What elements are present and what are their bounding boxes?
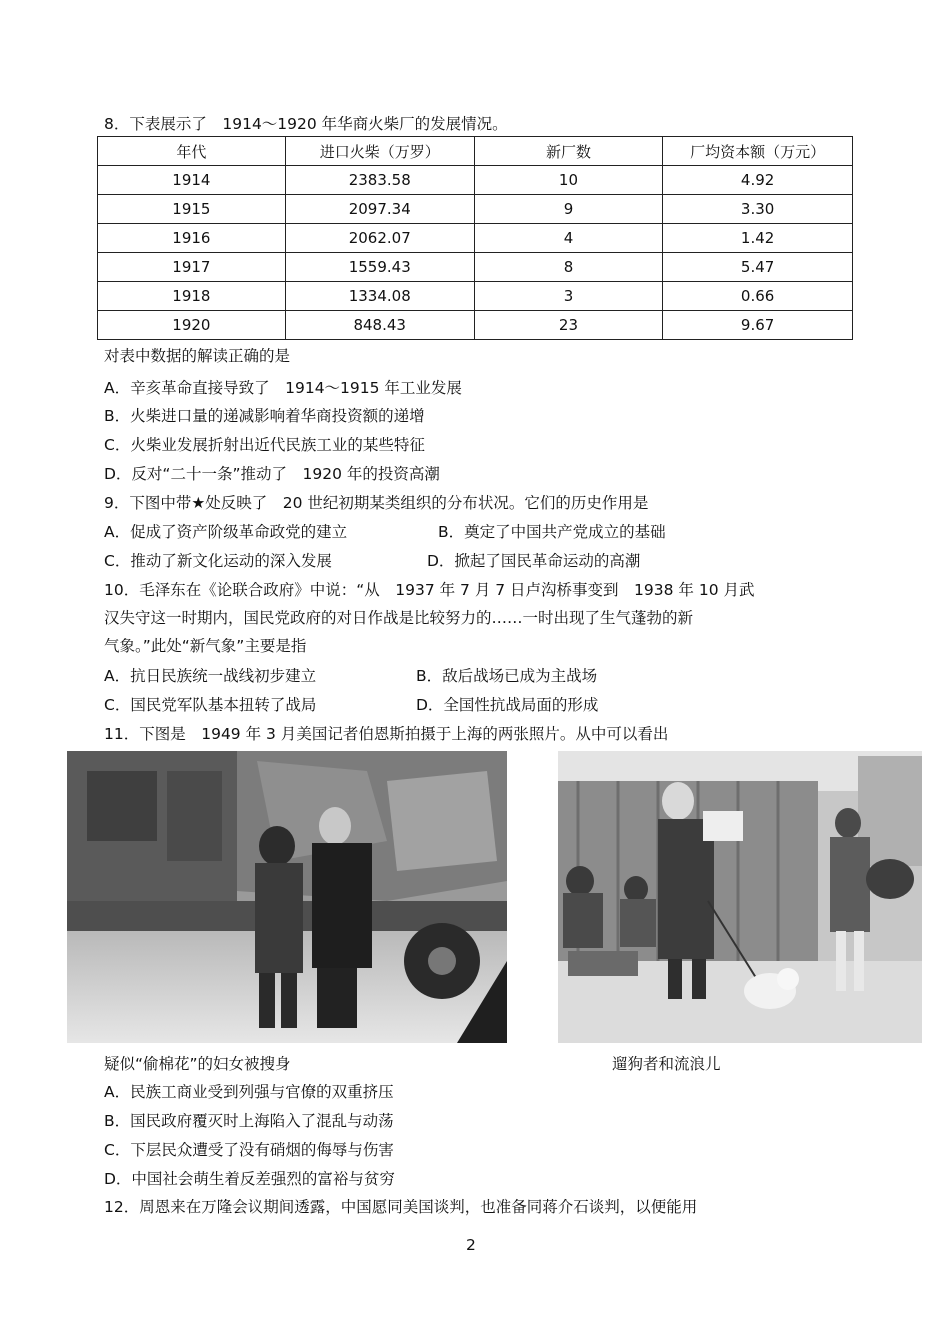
- table-row: [98, 253, 853, 282]
- table-row: [98, 282, 853, 311]
- q8-option-b: B．火柴进口量的递减影响着华商投资额的递增: [104, 407, 425, 425]
- q8-stem: 8．下表展示了 1914～1920 年华商火柴厂的发展情况。: [104, 115, 508, 133]
- q10-stem-line-1: 10．毛泽东在《论联合政府》中说：“从 1937 年 7 月 7 日卢沟桥事变到 1938 年 10 月武: [104, 581, 755, 599]
- q10-stem-line-2: 汉失守这一时期内，国民党政府的对日作战是比较努力的……一时出现了生气蓬勃的新: [104, 609, 694, 627]
- q11-option-c: C．下层民众遭受了没有硝烟的侮辱与伤害: [104, 1141, 394, 1159]
- table-cell: 23: [474, 311, 663, 340]
- table-cell: 9: [474, 195, 663, 224]
- column-header: 厂均资本额（万元）: [663, 137, 853, 166]
- column-header: 新厂数: [474, 137, 663, 166]
- column-header: 进口火柴（万罗）: [285, 137, 474, 166]
- q11-option-d: D．中国社会萌生着反差强烈的富裕与贫穷: [104, 1170, 395, 1188]
- table-header-row: [98, 137, 853, 166]
- q8-option-d: D．反对“二十一条”推动了 1920 年的投资高潮: [104, 465, 440, 483]
- table-row: [98, 195, 853, 224]
- q10-option-a: A．抗日民族统一战线初步建立: [104, 667, 317, 685]
- table-cell: 1920: [98, 311, 286, 340]
- table-cell: 848.43: [285, 311, 474, 340]
- page-number: 2: [466, 1236, 476, 1254]
- q8-prompt: 对表中数据的解读正确的是: [104, 347, 291, 365]
- photo-caption-left: 疑似“偷棉花”的妇女被搜身: [104, 1055, 291, 1073]
- q11-option-a: A．民族工商业受到列强与官僚的双重挤压: [104, 1083, 394, 1101]
- q10-option-c: C．国民党军队基本扭转了战局: [104, 696, 317, 714]
- table-cell: 2383.58: [285, 166, 474, 195]
- table-cell: 3.30: [663, 195, 853, 224]
- q9-stem: 9．下图中带★处反映了 20 世纪初期某类组织的分布状况。它们的历史作用是: [104, 494, 649, 512]
- table-cell: 4: [474, 224, 663, 253]
- table-cell: 8: [474, 253, 663, 282]
- table-cell: 3: [474, 282, 663, 311]
- photo-caption-right: 遛狗者和流浪儿: [612, 1055, 721, 1073]
- q8-option-a: A．辛亥革命直接导致了 1914～1915 年工业发展: [104, 379, 462, 397]
- q12-stem: 12．周恩来在万隆会议期间透露，中国愿同美国谈判，也准备同蒋介石谈判，以便能用: [104, 1198, 698, 1216]
- q9-option-d: D．掀起了国民革命运动的高潮: [427, 552, 641, 570]
- column-header: 年代: [98, 137, 286, 166]
- table-cell: 1559.43: [285, 253, 474, 282]
- photo-dog-walker-scene: [558, 751, 922, 1043]
- table-cell: 1918: [98, 282, 286, 311]
- table-cell: 1334.08: [285, 282, 474, 311]
- table-row: [98, 166, 853, 195]
- table-cell: 2097.34: [285, 195, 474, 224]
- table-cell: 1914: [98, 166, 286, 195]
- table-cell: 1916: [98, 224, 286, 253]
- q10-option-d: D．全国性抗战局面的形成: [416, 696, 599, 714]
- table-cell: 2062.07: [285, 224, 474, 253]
- photo-search-scene: [67, 751, 507, 1043]
- q11-stem: 11．下图是 1949 年 3 月美国记者伯恩斯拍摄于上海的两张照片。从中可以看出: [104, 725, 669, 743]
- q9-option-c: C．推动了新文化运动的深入发展: [104, 552, 332, 570]
- table-cell: 1915: [98, 195, 286, 224]
- table-row: [98, 311, 853, 340]
- q8-option-c: C．火柴业发展折射出近代民族工业的某些特征: [104, 436, 425, 454]
- q11-option-b: B．国民政府覆灭时上海陷入了混乱与动荡: [104, 1112, 394, 1130]
- table-cell: 9.67: [663, 311, 853, 340]
- table-row: [98, 224, 853, 253]
- q10-stem-line-3: 气象。”此处“新气象”主要是指: [104, 637, 307, 655]
- q10-option-b: B．敌后战场已成为主战场: [416, 667, 598, 685]
- q9-option-b: B．奠定了中国共产党成立的基础: [438, 523, 666, 541]
- table-cell: 1917: [98, 253, 286, 282]
- q9-option-a: A．促成了资产阶级革命政党的建立: [104, 523, 348, 541]
- table-cell: 5.47: [663, 253, 853, 282]
- table-cell: 1.42: [663, 224, 853, 253]
- table-cell: 4.92: [663, 166, 853, 195]
- table-cell: 0.66: [663, 282, 853, 311]
- table-cell: 10: [474, 166, 663, 195]
- match-factory-table: [97, 136, 853, 340]
